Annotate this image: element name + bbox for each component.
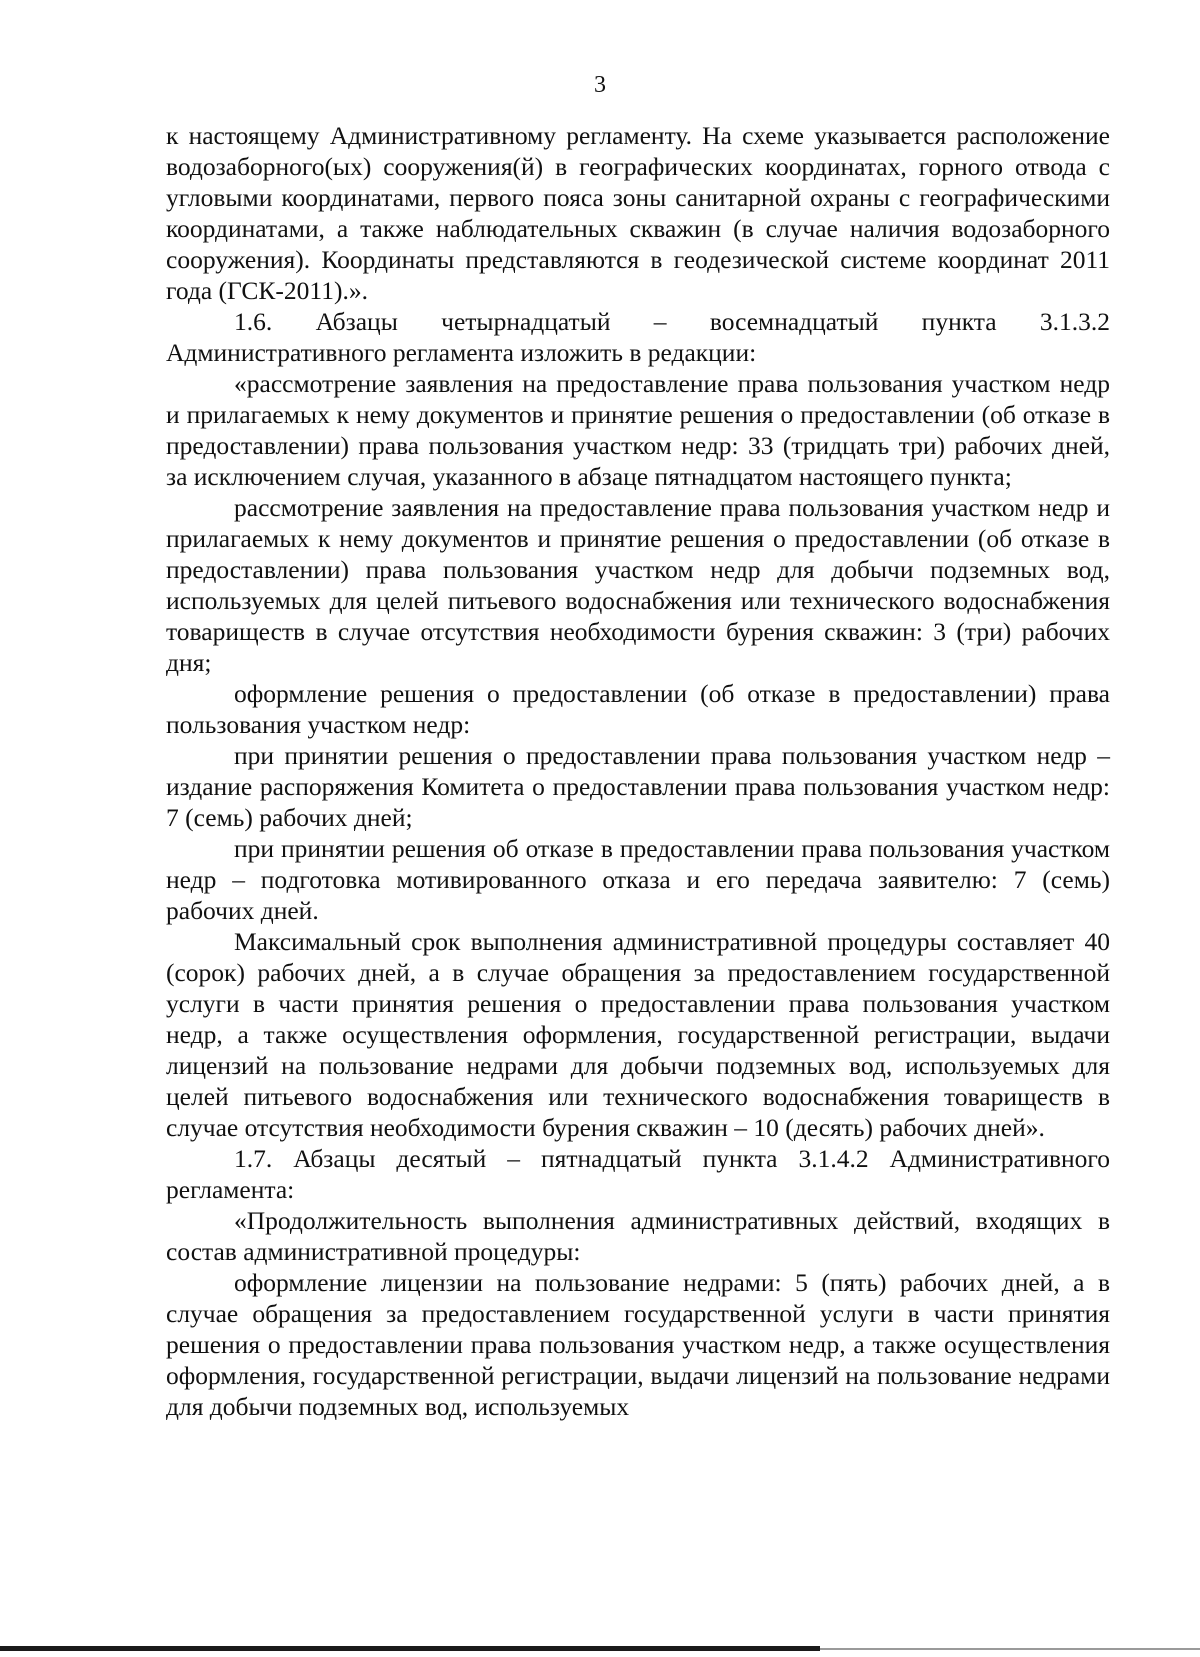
paragraph: при принятии решения о предоставлении права пользования участком недр – издание распоряжения Комитета о предоставлении права пользования участком недр: 7 (семь) рабочих дней; (166, 741, 1110, 832)
paragraph: «Продолжительность выполнения административных действий, входящих в состав административной процедуры: (166, 1206, 1110, 1266)
paragraph: оформление лицензии на пользование недрами: 5 (пять) рабочих дней, а в случае обращения за предоставлением государственной услуги в части принятия решения о предоставлении права пользования участком недр, а также осуществления оформления, государственной регистрации, выдачи лицензий на пользование недрами для добычи подземных вод, используемых (166, 1268, 1110, 1421)
paragraph: «рассмотрение заявления на предоставление права пользования участком недр и прилагаемых к нему документов и принятие решения о предоставлении (об отказе в предоставлении) права пользования участком недр: 33 (тридцать три) рабочих дней, за исключением случая, указанного в абзаце пятнадцатом настоящего пункта; (166, 369, 1110, 491)
paragraph: Максимальный срок выполнения административной процедуры составляет 40 (сорок) рабочих дней, а в случае обращения за предоставлением государственной услуги в части принятия решения о предоставлении права пользования участком недр, а также осуществления оформления, государственной регистрации, выдачи лицензий на пользование недрами для добычи подземных вод, используемых для целей питьевого водоснабжения или технического водоснабжения товариществ в случае отсутствия необходимости бурения скважин – 10 (десять) рабочих дней». (166, 927, 1110, 1142)
paragraph: 1.6. Абзацы четырнадцатый – восемнадцатый пункта 3.1.3.2 Административного регламента изложить в редакции: (166, 307, 1110, 367)
page-number: 3 (594, 72, 606, 98)
paragraph: оформление решения о предоставлении (об отказе в предоставлении) права пользования участком недр: (166, 679, 1110, 739)
paragraph: к настоящему Административному регламенту. На схеме указывается расположение водозаборного(ых) сооружения(й) в географических координатах, горного отвода с угловыми координатами, первого пояса зоны санитарной охраны с географическими координатами, а также наблюдательных скважин (в случае наличия водозаборного сооружения). Координаты представляются в геодезической системе координат 2011 года (ГСК-2011).». (166, 121, 1110, 305)
scan-edge-line (0, 1646, 820, 1651)
paragraph: рассмотрение заявления на предоставление права пользования участком недр и прилагаемых к нему документов и принятие решения о предоставлении (об отказе в предоставлении) права пользования участком недр для добычи подземных вод, используемых для целей питьевого водоснабжения или технического водоснабжения товариществ в случае отсутствия необходимости бурения скважин: 3 (три) рабочих дня; (166, 493, 1110, 677)
scan-edge-line-faint (820, 1648, 1200, 1650)
paragraph: при принятии решения об отказе в предоставлении права пользования участком недр – подготовка мотивированного отказа и его передача заявителю: 7 (семь) рабочих дней. (166, 834, 1110, 925)
paragraph: 1.7. Абзацы десятый – пятнадцатый пункта 3.1.4.2 Административного регламента: (166, 1144, 1110, 1204)
document-body (166, 120, 1110, 1422)
